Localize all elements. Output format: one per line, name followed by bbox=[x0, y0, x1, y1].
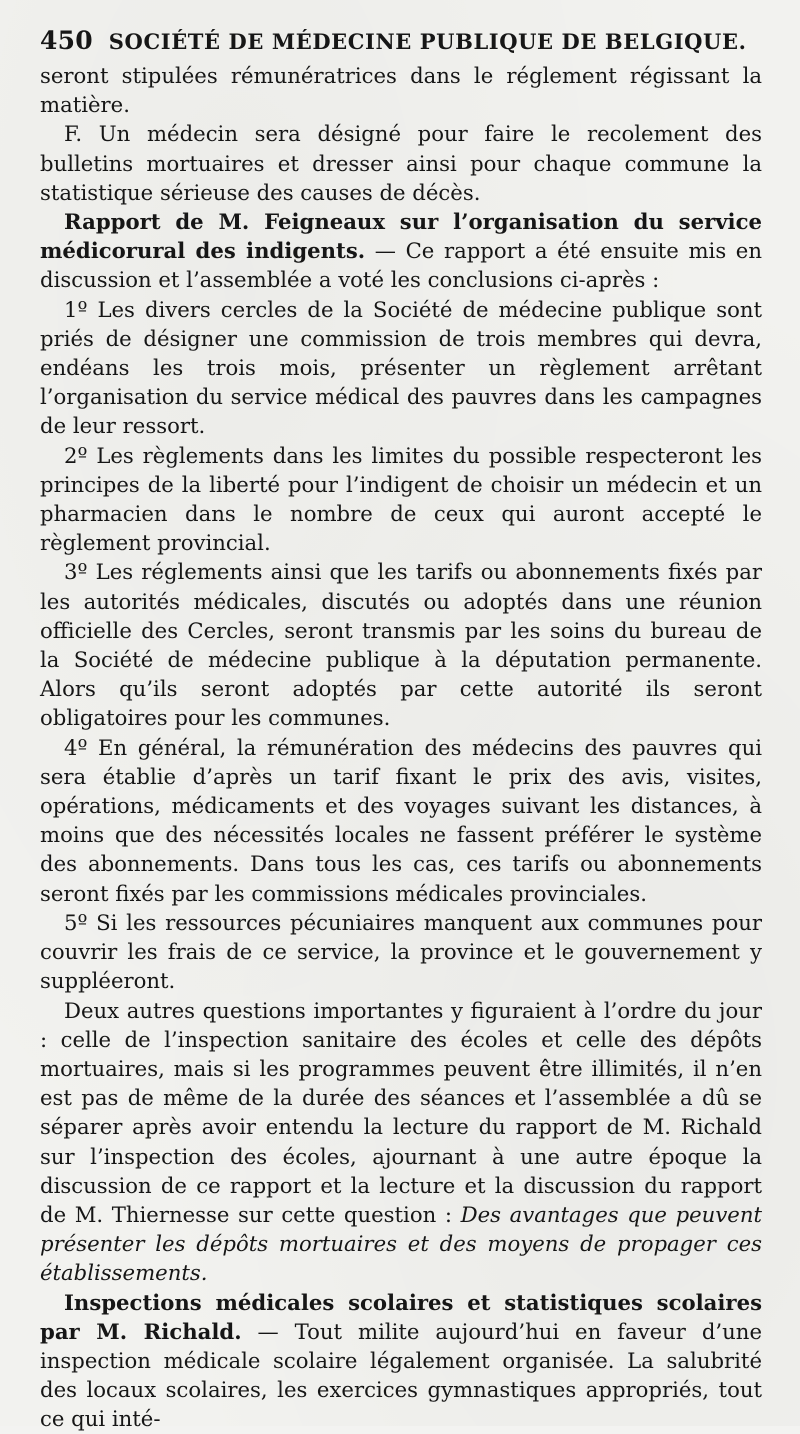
body-text bbox=[40, 61, 762, 1434]
paragraph-feigneaux-text: — Ce rapport a été ensuite mis en discussion et l’assemblée a voté les conclusions ci-après : bbox=[40, 238, 762, 293]
section-heading-richald: Inspections médicales scolaires et statistiques scolaires par M. Richald. bbox=[40, 1289, 762, 1344]
paragraph-richald-report bbox=[40, 1288, 762, 1434]
paragraph-other-questions bbox=[40, 996, 762, 1288]
running-header bbox=[40, 26, 762, 55]
section-heading-feigneaux: Rapport de M. Feigneaux sur l’organisation du service médicorural des indigents. bbox=[40, 209, 762, 264]
paragraph-item-f: F. Un médecin sera désigné pour faire le recolement des bulletins mortuaires et dresser ainsi pour chaque commune la statistique sérieuse des causes de décès. bbox=[40, 121, 762, 205]
paragraph-conclusion-4: 4º En général, la rémunération des médecins des pauvres qui sera établie d’après un tarif fixant le prix des avis, visites, opérations, médicaments et des voyages suivant les distances, à moins que des nécessités locales ne fassent préférer le système des abonnements. Dans tous les cas, ces tarifs ou abonnements seront fixés par les commissions médicales provinciales. bbox=[40, 734, 762, 906]
paragraph-conclusion-3: 3º Les réglements ainsi que les tarifs ou abonnements fixés par les autorités médicales, discutés ou adoptés dans une réunion officielle des Cercles, seront transmis par les soins du bureau de la Société de médecine publique à la députation permanente. Alors qu’ils seront adoptés par cette autorité ils seront obligatoires pour les communes. bbox=[40, 559, 762, 731]
page-number: 450 bbox=[40, 26, 93, 55]
paragraph-conclusion-5: 5º Si les ressources pécuniaires manquent aux communes pour couvrir les frais de ce service, la province et le gouvernement y suppléeront. bbox=[40, 909, 762, 994]
paragraph-richald-text: — Tout milite aujourd’hui en faveur d’une inspection médicale scolaire légalement organisée. La salubrité des locaux scolaires, les exercices gymnastiques appropriés, tout ce qui inté- bbox=[40, 1318, 762, 1432]
paragraph-continuation: seront stipulées rémunératrices dans le réglement régissant la matière. bbox=[40, 63, 762, 118]
paragraph-feigneaux-report bbox=[40, 207, 762, 295]
paragraph-conclusion-2: 2º Les règlements dans les limites du possible respecteront les principes de la liberté pour l’indigent de choisir un médecin et un pharmacien dans le nombre de ceux qui auront accepté le règlement provincial. bbox=[40, 442, 762, 556]
paragraph-other-questions-text: Deux autres questions importantes y figuraient à l’ordre du jour : celle de l’inspection sanitaire des écoles et celle des dépôts mortuaires, mais si les programmes peuvent être illimités, il n’en est pas de même de la durée des séances et l’assemblée a dû se séparer après avoir entendu la lecture du rapport de M. Richald sur l’inspection des écoles, ajournant à une autre époque la discussion de ce rapport et la lecture et la discussion du rapport de M. Thiernesse sur cette question : bbox=[40, 997, 762, 1227]
running-title: SOCIÉTÉ DE MÉDECINE PUBLIQUE DE BELGIQUE. bbox=[108, 29, 747, 54]
paragraph-conclusion-1: 1º Les divers cercles de la Société de médecine publique sont priés de désigner une commission de trois membres qui devra, endéans les trois mois, présenter un règlement arrêtant l’organisation du service médical des pauvres dans les campagnes de leur ressort. bbox=[40, 296, 762, 439]
report-title-italic: Des avantages que peuvent présenter les dépôts mortuaires et des moyens de propager ces établissements. bbox=[40, 1201, 762, 1286]
